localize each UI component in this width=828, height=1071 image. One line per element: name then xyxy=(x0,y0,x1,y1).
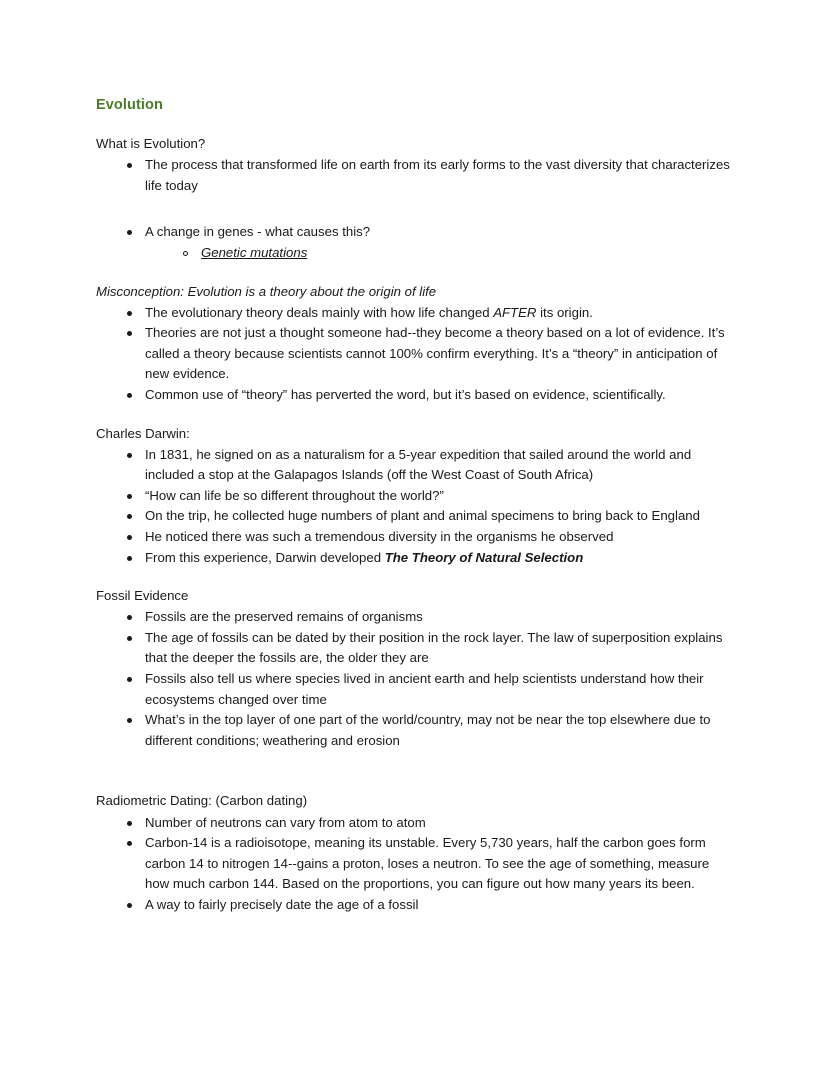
bullet-text: In 1831, he signed on as a naturalism for a 5-year expedition that sailed around the world and included a stop at the Galapagos Islands (off the West Coast of South Africa) xyxy=(145,446,692,483)
bullet-text: A way to fairly precisely date the age of a fossil xyxy=(145,896,419,912)
list-item xyxy=(96,486,732,507)
bullet-text: What’s in the top layer of one part of the world/country, may not be near the top elsewhere due to different conditions; weathering and erosion xyxy=(145,712,711,748)
list-item xyxy=(96,813,732,834)
bullet-circle-icon xyxy=(183,251,188,256)
section-heading: Charles Darwin: xyxy=(96,425,190,441)
bullet-text: Fossils also tell us where species lived in ancient earth and help scientists understand how their ecosystems changed over time xyxy=(145,671,704,707)
list-item xyxy=(96,527,732,548)
document-section xyxy=(96,282,732,406)
bullet-text: The process that transformed life on earth from its early forms to the vast diversity that characterizes life today xyxy=(145,157,730,193)
document-section xyxy=(96,424,732,569)
sub-bullet-list xyxy=(145,243,732,264)
bullet-dot-icon xyxy=(127,841,132,846)
bullet-text-segment: AFTER xyxy=(493,304,537,320)
list-item xyxy=(96,506,732,527)
section-heading: Fossil Evidence xyxy=(96,588,189,604)
sub-list-item xyxy=(145,243,732,264)
bullet-text-segment: The Theory of Natural Selection xyxy=(384,549,584,565)
bullet-dot-icon xyxy=(127,556,132,561)
bullet-text: “How can life be so different throughout the world?” xyxy=(145,487,444,503)
spacer xyxy=(96,264,732,282)
bullet-text: On the trip, he collected huge numbers of plant and animal specimens to bring back to England xyxy=(145,508,700,524)
bullet-text: Fossils are the preserved remains of organisms xyxy=(145,609,423,625)
bullet-text: A change in genes - what causes this? xyxy=(145,224,371,240)
list-item xyxy=(96,710,732,751)
section-heading: Misconception: Evolution is a theory about the origin of life xyxy=(96,283,437,299)
spacer xyxy=(96,114,732,134)
bullet-dot-icon xyxy=(127,636,132,641)
bullet-dot-icon xyxy=(127,393,132,398)
bullet-dot-icon xyxy=(127,903,132,908)
list-item xyxy=(96,222,732,263)
bullet-text-segment: The evolutionary theory deals mainly with how life changed xyxy=(145,304,494,320)
document-section xyxy=(96,791,732,915)
bullet-dot-icon xyxy=(127,311,132,316)
bullet-dot-icon xyxy=(127,615,132,620)
page-title: Evolution xyxy=(96,97,163,113)
document-section xyxy=(96,134,732,263)
bullet-text xyxy=(145,550,583,565)
bullet-text: Carbon-14 is a radioisotope, meaning its unstable. Every 5,730 years, half the carbon goes form carbon 14 to nitrogen 14--gains a proton, loses a neutron. To see the age of something, measure how much carbon 144. Based on the proportions, you can figure out how many years its been. xyxy=(145,835,710,892)
bullet-list xyxy=(96,445,732,569)
bullet-dot-icon xyxy=(127,453,132,458)
bullet-list xyxy=(96,155,732,263)
list-item xyxy=(96,669,732,710)
bullet-dot-icon xyxy=(127,677,132,682)
bullet-dot-icon xyxy=(127,331,132,336)
list-item xyxy=(96,895,732,916)
bullet-dot-icon xyxy=(127,514,132,519)
list-item xyxy=(96,323,732,385)
list-item xyxy=(96,303,732,324)
document-section xyxy=(96,586,732,751)
bullet-text: Number of neutrons can vary from atom to atom xyxy=(145,814,426,830)
bullet-list xyxy=(96,813,732,916)
bullet-dot-icon xyxy=(127,230,132,235)
section-heading: Radiometric Dating: (Carbon dating) xyxy=(96,793,308,809)
bullet-text: The age of fossils can be dated by their position in the rock layer. The law of superposition explains that the deeper the fossils are, the older they are xyxy=(145,629,723,666)
bullet-text-segment: its origin. xyxy=(536,304,593,320)
bullet-dot-icon xyxy=(127,821,132,826)
bullet-dot-icon xyxy=(127,494,132,499)
spacer xyxy=(96,568,732,586)
document-body xyxy=(96,134,732,915)
section-heading: What is Evolution? xyxy=(96,136,206,152)
spacer xyxy=(96,406,732,424)
bullet-dot-icon xyxy=(127,718,132,723)
bullet-text xyxy=(145,305,593,320)
spacer xyxy=(96,751,732,791)
bullet-list xyxy=(96,303,732,406)
bullet-text: Common use of “theory” has perverted the word, but it’s based on evidence, scientifically. xyxy=(145,387,666,402)
list-item xyxy=(96,607,732,628)
list-item xyxy=(96,445,732,486)
bullet-text: Theories are not just a thought someone had--they become a theory based on a lot of evidence. It’s called a theory because scientists cannot 100% confirm everything. It’s a “theory” in anticipation of new evidence. xyxy=(145,325,725,382)
bullet-dot-icon xyxy=(127,163,132,168)
list-item xyxy=(96,548,732,569)
bullet-text: He noticed there was such a tremendous diversity in the organisms he observed xyxy=(145,529,614,545)
bullet-list xyxy=(96,607,732,751)
bullet-dot-icon xyxy=(127,535,132,540)
list-item xyxy=(96,385,732,406)
sub-bullet-text: Genetic mutations xyxy=(201,244,308,260)
list-item xyxy=(96,833,732,895)
bullet-text-segment: From this experience, Darwin developed xyxy=(145,549,385,565)
list-item xyxy=(96,628,732,669)
list-item xyxy=(96,155,732,196)
